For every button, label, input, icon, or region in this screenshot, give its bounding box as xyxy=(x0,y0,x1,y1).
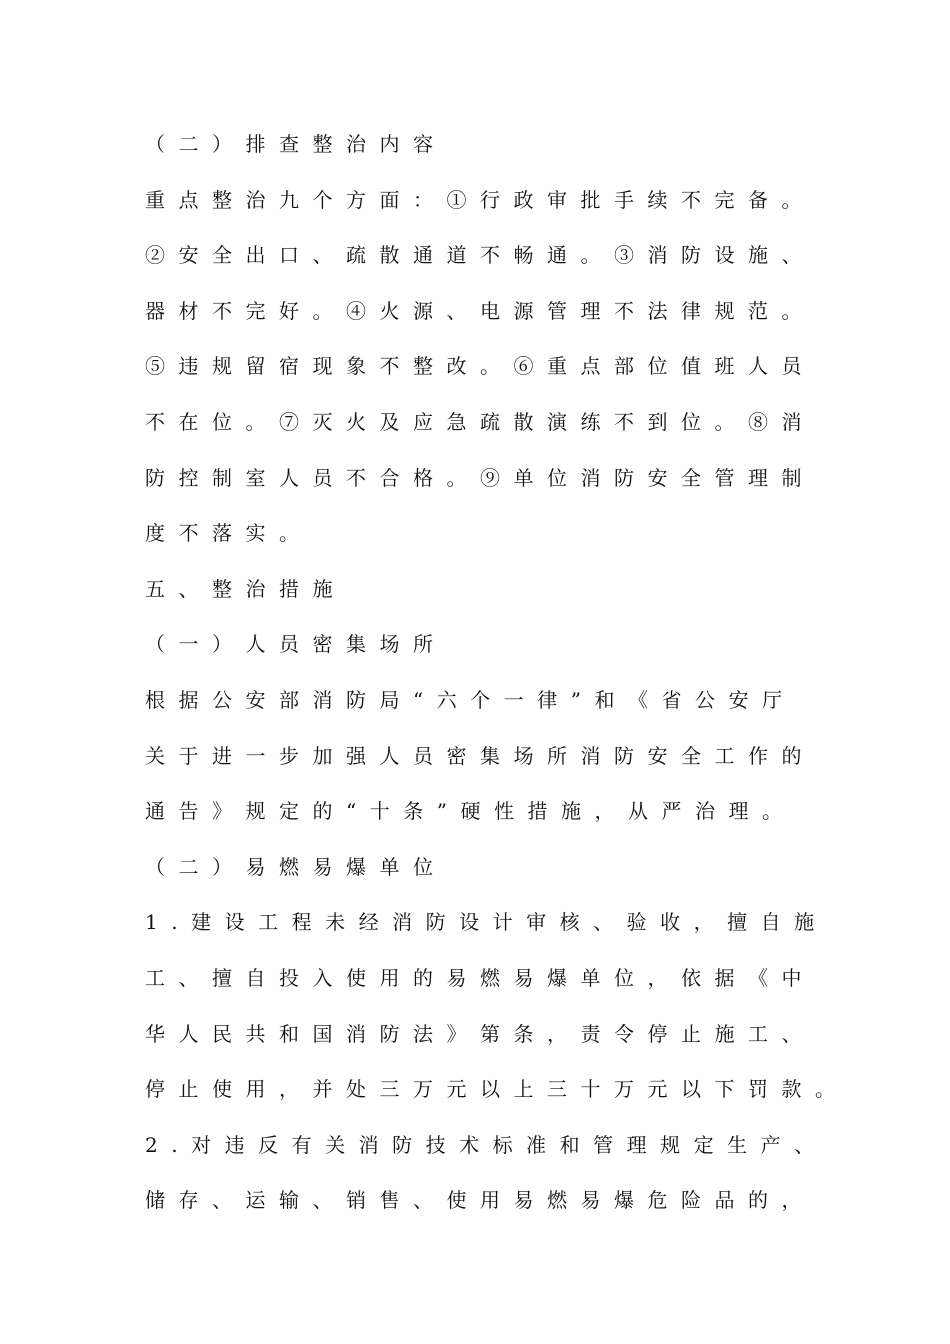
text-line: 储存、运输、销售、使用易燃易爆危险品的， xyxy=(145,1188,815,1213)
text-line: 关于进一步加强人员密集场所消防安全工作的 xyxy=(145,743,815,768)
text-line: 度不落实。 xyxy=(145,521,313,546)
text-line: ⑤违规留宿现象不整改。⑥重点部位值班人员 xyxy=(145,354,815,379)
text-line: 停止使用，并处三万元以上三十万元以下罚款。 xyxy=(145,1077,849,1102)
document-body xyxy=(145,126,849,1238)
text-line: 通告》规定的“十条”硬性措施，从严治理。 xyxy=(145,799,796,824)
section-heading-measures: 五、整治措施 xyxy=(145,576,346,601)
text-line: 不在位。⑦灭火及应急疏散演练不到位。⑧消 xyxy=(145,409,815,434)
section-heading-investigation: （二）排查整治内容 xyxy=(145,132,447,156)
text-line: 工、擅自投入使用的易燃易爆单位，依据《中 xyxy=(145,965,815,990)
subsection-heading-flammable-units: （二）易燃易爆单位 xyxy=(145,854,447,879)
text-line: 1.建设工程未经消防设计审核、验收，擅自施 xyxy=(145,910,828,935)
subsection-heading-crowded-places: （一）人员密集场所 xyxy=(145,632,447,657)
text-line: 华人民共和国消防法》第条，责令停止施工、 xyxy=(145,1021,815,1046)
text-line: 2.对违反有关消防技术标准和管理规定生产、 xyxy=(145,1132,828,1157)
text-line: 根据公安部消防局“六个一律”和《省公安厅 xyxy=(145,687,796,712)
text-line: 器材不完好。④火源、电源管理不法律规范。 xyxy=(145,298,815,323)
text-line: 重点整治九个方面：①行政审批手续不完备。 xyxy=(145,187,815,212)
text-line: 防控制室人员不合格。⑨单位消防安全管理制 xyxy=(145,465,815,490)
text-line: ②安全出口、疏散通道不畅通。③消防设施、 xyxy=(145,243,815,268)
